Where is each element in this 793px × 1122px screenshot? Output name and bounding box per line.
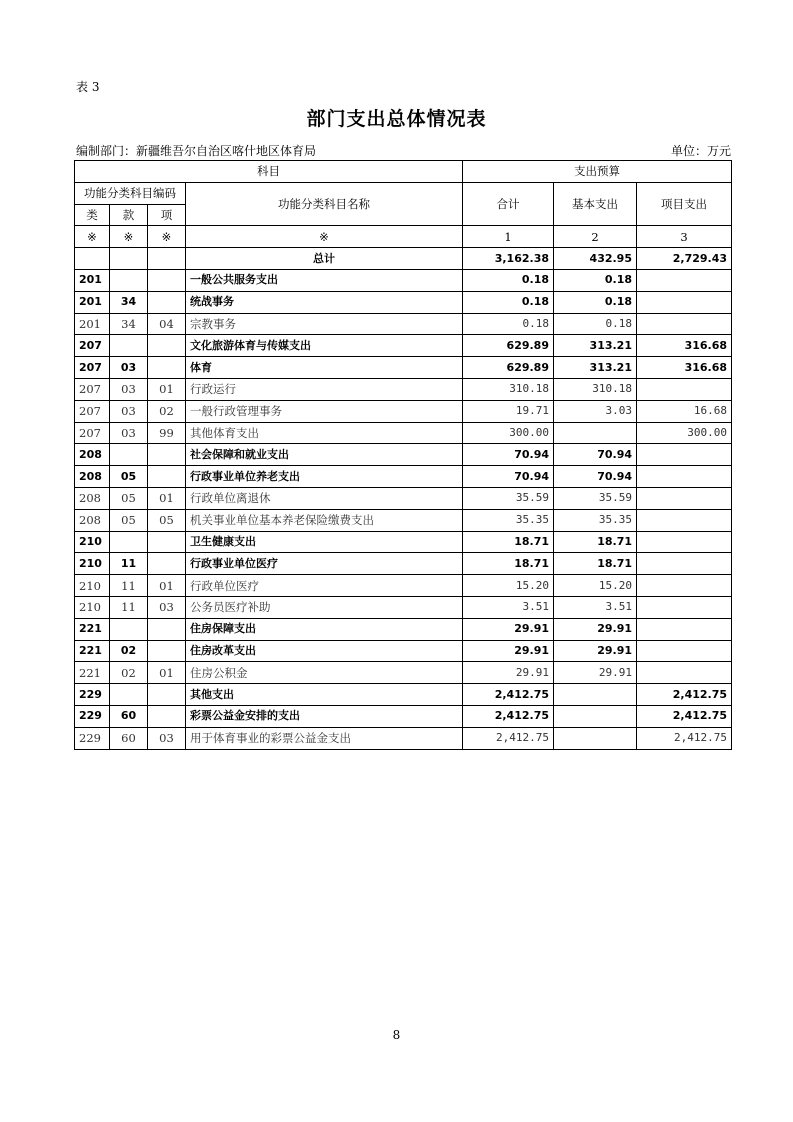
cell-project [637,487,732,509]
cell-project [637,444,732,466]
cell-project [637,291,732,313]
header-lei: 类 [75,204,110,226]
cell-basic: 15.20 [554,575,637,597]
header-subject: 科目 [75,161,463,183]
cell-total: 0.18 [463,291,554,313]
cell-kuan: 02 [110,662,148,684]
cell-kuan: 03 [110,378,148,400]
cell-total: 2,412.75 [463,705,554,727]
cell-xiang: 99 [148,422,186,444]
table-row [75,400,732,422]
cell-kuan: 11 [110,553,148,575]
cell-lei: 201 [75,291,110,313]
cell-kuan: 05 [110,509,148,531]
table-row [75,291,732,313]
cell-subject-name: 行政事业单位医疗 [186,553,463,575]
cell-kuan [110,335,148,357]
cell-kuan: 03 [110,357,148,379]
cell-basic: 29.91 [554,662,637,684]
cell-xiang [148,444,186,466]
cell-subject-name: 住房保障支出 [186,618,463,640]
compiling-department: 编制部门：新疆维吾尔自治区喀什地区体育局 [76,144,317,158]
mark-lei: ※ [75,226,110,248]
table-number: 表 3 [76,80,100,94]
col-index-1: 1 [463,226,554,248]
cell-lei: 221 [75,640,110,662]
cell-total: 35.35 [463,509,554,531]
cell-xiang [148,618,186,640]
cell-project: 16.68 [637,400,732,422]
cell-kuan: 03 [110,400,148,422]
cell-xiang [148,357,186,379]
cell-subject-name: 一般行政管理事务 [186,400,463,422]
cell-project: 2,412.75 [637,684,732,706]
cell-lei: 207 [75,422,110,444]
table-row [75,269,732,291]
cell-kuan: 05 [110,487,148,509]
cell-basic: 29.91 [554,640,637,662]
cell-subject-name: 卫生健康支出 [186,531,463,553]
cell-total: 2,412.75 [463,684,554,706]
cell-lei: 210 [75,531,110,553]
cell-xiang: 05 [148,509,186,531]
cell-basic: 35.35 [554,509,637,531]
cell-lei: 229 [75,705,110,727]
cell-xiang: 03 [148,596,186,618]
cell-kuan: 34 [110,291,148,313]
total-kuan [110,248,148,270]
cell-total: 70.94 [463,444,554,466]
unit-of-measure: 单位：万元 [670,144,731,158]
cell-basic: 29.91 [554,618,637,640]
cell-total: 29.91 [463,640,554,662]
total-project: 2,729.43 [637,248,732,270]
document-title: 部门支出总体情况表 [306,108,487,130]
table-row [75,596,732,618]
cell-lei: 208 [75,487,110,509]
cell-total: 70.94 [463,466,554,488]
cell-xiang: 03 [148,727,186,749]
expenditure-table [74,160,732,750]
table-row [75,444,732,466]
cell-total: 629.89 [463,335,554,357]
cell-total: 0.18 [463,269,554,291]
cell-total: 18.71 [463,553,554,575]
header-row-1 [75,161,732,183]
cell-project: 316.68 [637,357,732,379]
cell-project [637,466,732,488]
table-row [75,313,732,335]
cell-total: 29.91 [463,618,554,640]
cell-xiang [148,269,186,291]
cell-lei: 207 [75,335,110,357]
header-kuan: 款 [110,204,148,226]
table-row [75,727,732,749]
cell-subject-name: 用于体育事业的彩票公益金支出 [186,727,463,749]
table-row [75,531,732,553]
cell-lei: 201 [75,313,110,335]
cell-kuan: 11 [110,596,148,618]
cell-total: 19.71 [463,400,554,422]
cell-lei: 210 [75,575,110,597]
table-row [75,378,732,400]
table-row [75,662,732,684]
table-row [75,684,732,706]
cell-project: 2,412.75 [637,727,732,749]
cell-basic: 0.18 [554,313,637,335]
cell-total: 629.89 [463,357,554,379]
cell-kuan: 34 [110,313,148,335]
header-row-2 [75,182,732,204]
header-basic: 基本支出 [554,182,637,226]
header-budget: 支出预算 [463,161,732,183]
table-row [75,509,732,531]
header-code-group: 功能分类科目编码 [75,182,186,204]
page-number: 8 [392,1028,401,1042]
cell-xiang [148,291,186,313]
cell-project [637,640,732,662]
header-subject-name: 功能分类科目名称 [186,182,463,226]
cell-project [637,531,732,553]
cell-kuan: 11 [110,575,148,597]
cell-xiang [148,553,186,575]
cell-basic: 70.94 [554,466,637,488]
mark-xiang: ※ [148,226,186,248]
cell-lei: 221 [75,662,110,684]
col-index-3: 3 [637,226,732,248]
cell-project [637,509,732,531]
cell-lei: 207 [75,357,110,379]
cell-basic: 0.18 [554,291,637,313]
cell-basic: 310.18 [554,378,637,400]
cell-project: 300.00 [637,422,732,444]
header-xiang: 项 [148,204,186,226]
cell-subject-name: 彩票公益金安排的支出 [186,705,463,727]
table-row [75,357,732,379]
cell-kuan: 02 [110,640,148,662]
cell-project: 2,412.75 [637,705,732,727]
cell-xiang [148,684,186,706]
table-row [75,466,732,488]
cell-basic: 35.59 [554,487,637,509]
table-body [75,248,732,749]
total-label: 总计 [186,248,463,270]
cell-project [637,662,732,684]
cell-subject-name: 机关事业单位基本养老保险缴费支出 [186,509,463,531]
cell-lei: 221 [75,618,110,640]
cell-total: 35.59 [463,487,554,509]
cell-total: 310.18 [463,378,554,400]
cell-basic: 3.51 [554,596,637,618]
cell-subject-name: 住房公积金 [186,662,463,684]
cell-subject-name: 社会保障和就业支出 [186,444,463,466]
cell-basic: 18.71 [554,531,637,553]
cell-basic: 18.71 [554,553,637,575]
cell-project [637,313,732,335]
cell-lei: 210 [75,596,110,618]
cell-xiang: 01 [148,378,186,400]
cell-lei: 207 [75,400,110,422]
cell-subject-name: 统战事务 [186,291,463,313]
cell-kuan [110,531,148,553]
cell-xiang [148,640,186,662]
cell-kuan: 60 [110,727,148,749]
cell-kuan [110,684,148,706]
cell-total: 2,412.75 [463,727,554,749]
grand-total-row [75,248,732,270]
cell-lei: 229 [75,684,110,706]
cell-subject-name: 行政运行 [186,378,463,400]
cell-basic: 3.03 [554,400,637,422]
cell-project [637,269,732,291]
table-row [75,335,732,357]
cell-project [637,378,732,400]
cell-lei: 208 [75,509,110,531]
cell-kuan [110,444,148,466]
meta-row [76,142,731,159]
table-row [75,705,732,727]
cell-subject-name: 一般公共服务支出 [186,269,463,291]
cell-basic: 0.18 [554,269,637,291]
cell-subject-name: 其他支出 [186,684,463,706]
table-row [75,575,732,597]
cell-xiang: 04 [148,313,186,335]
cell-lei: 208 [75,444,110,466]
cell-subject-name: 行政单位医疗 [186,575,463,597]
cell-subject-name: 宗教事务 [186,313,463,335]
header-project: 项目支出 [637,182,732,226]
cell-subject-name: 住房改革支出 [186,640,463,662]
cell-project: 316.68 [637,335,732,357]
cell-subject-name: 其他体育支出 [186,422,463,444]
cell-lei: 208 [75,466,110,488]
header-total: 合计 [463,182,554,226]
cell-total: 29.91 [463,662,554,684]
cell-kuan [110,269,148,291]
total-xiang [148,248,186,270]
cell-subject-name: 体育 [186,357,463,379]
cell-subject-name: 行政单位离退休 [186,487,463,509]
cell-project [637,596,732,618]
cell-xiang: 01 [148,662,186,684]
total-basic: 432.95 [554,248,637,270]
mark-kuan: ※ [110,226,148,248]
cell-lei: 229 [75,727,110,749]
cell-project [637,618,732,640]
table-row [75,640,732,662]
header-row-4 [75,226,732,248]
cell-basic [554,727,637,749]
cell-total: 0.18 [463,313,554,335]
cell-total: 18.71 [463,531,554,553]
table-row [75,487,732,509]
cell-xiang [148,466,186,488]
cell-subject-name: 行政事业单位养老支出 [186,466,463,488]
table-row [75,553,732,575]
col-index-2: 2 [554,226,637,248]
cell-total: 15.20 [463,575,554,597]
cell-total: 300.00 [463,422,554,444]
cell-subject-name: 文化旅游体育与传媒支出 [186,335,463,357]
cell-xiang: 01 [148,575,186,597]
cell-subject-name: 公务员医疗补助 [186,596,463,618]
cell-lei: 207 [75,378,110,400]
cell-basic [554,684,637,706]
cell-basic [554,422,637,444]
cell-xiang [148,335,186,357]
cell-total: 3.51 [463,596,554,618]
cell-lei: 210 [75,553,110,575]
cell-xiang: 01 [148,487,186,509]
total-lei [75,248,110,270]
table-row [75,422,732,444]
cell-xiang: 02 [148,400,186,422]
cell-lei: 201 [75,269,110,291]
cell-project [637,575,732,597]
cell-xiang [148,531,186,553]
cell-basic: 313.21 [554,357,637,379]
cell-basic: 70.94 [554,444,637,466]
cell-basic: 313.21 [554,335,637,357]
table-row [75,618,732,640]
total-amount: 3,162.38 [463,248,554,270]
cell-project [637,553,732,575]
cell-kuan: 05 [110,466,148,488]
mark-name: ※ [186,226,463,248]
cell-basic [554,705,637,727]
cell-kuan [110,618,148,640]
cell-xiang [148,705,186,727]
cell-kuan: 60 [110,705,148,727]
cell-kuan: 03 [110,422,148,444]
